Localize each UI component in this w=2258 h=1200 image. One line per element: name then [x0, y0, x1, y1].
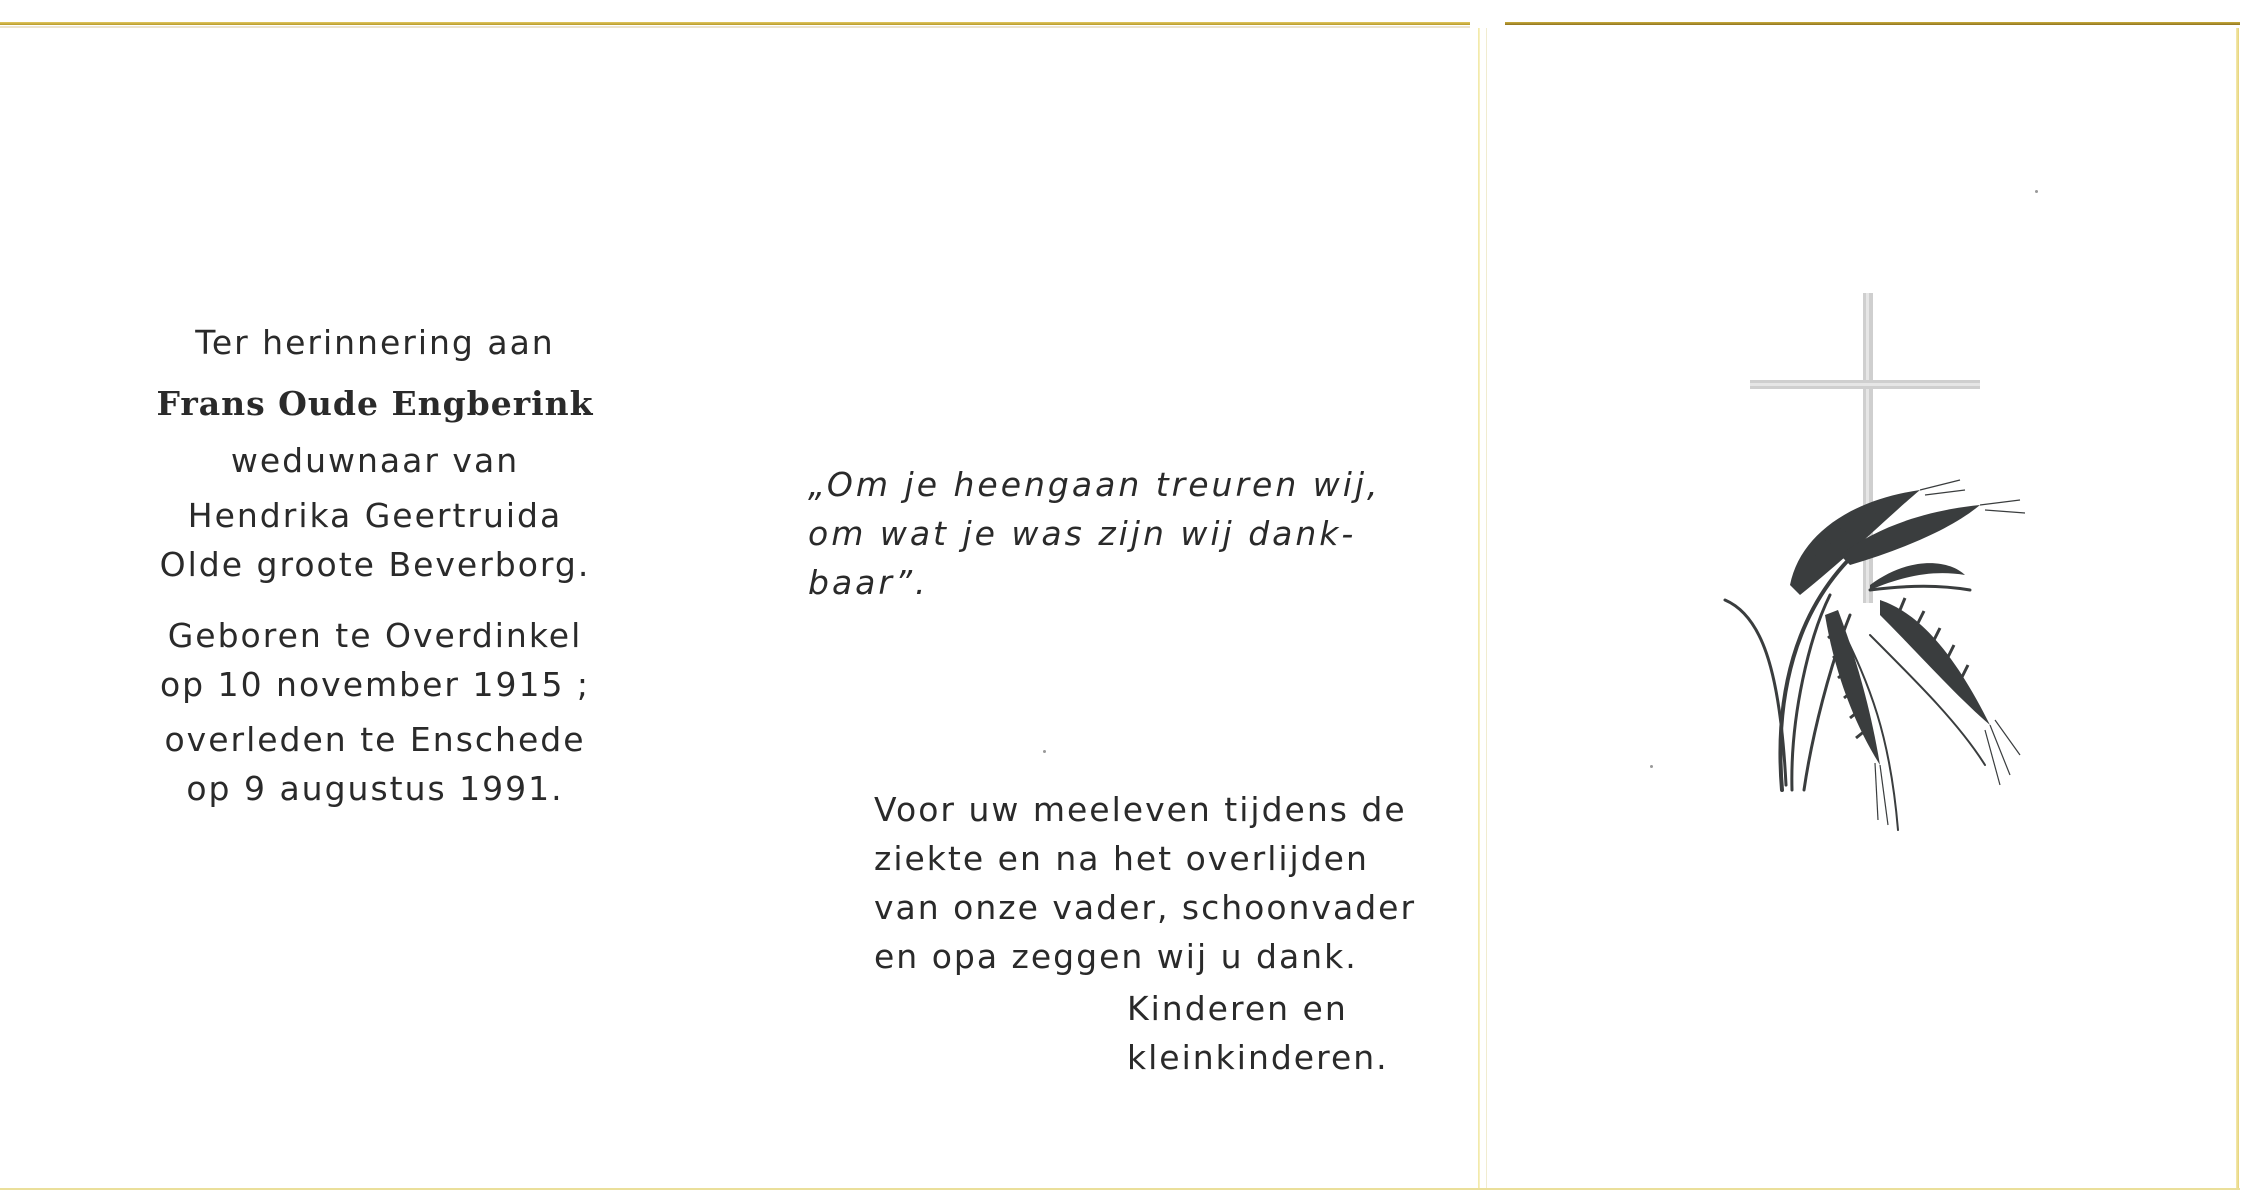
intro-text: Ter herinnering aan [195, 323, 555, 362]
thanks-line: en opa zeggen wij u dank. [874, 937, 1358, 976]
card-fold [1478, 28, 1480, 1188]
death-date: op 9 augustus 1991. [186, 769, 564, 808]
spouse-name-line2: Olde groote Beverborg. [159, 545, 591, 584]
thank-you-text [874, 785, 1434, 981]
signature-line: Kinderen en [1127, 989, 1348, 1028]
paper-speck [1043, 750, 1046, 753]
memorial-details [140, 318, 610, 813]
gilt-edge-top-left [0, 22, 1470, 25]
paper-speck [2035, 190, 2038, 193]
card-fold-shadow [1486, 28, 1487, 1188]
thanks-line: van onze vader, schoonvader [874, 888, 1417, 927]
gilt-edge-top-right [1505, 22, 2240, 25]
birth-date: op 10 november 1915 ; [159, 665, 591, 704]
wheat-ears-icon [1790, 490, 1990, 765]
thanks-line: ziekte en na het overlijden [874, 839, 1369, 878]
quote-line: om wat je was zijn wij dank- [808, 514, 1357, 553]
cross-with-wheat-icon [1720, 285, 2060, 845]
deceased-name: Frans Oude Engberink [156, 384, 594, 423]
quote-line: baar”. [808, 563, 929, 602]
paper-speck [1650, 765, 1653, 768]
gilt-edge-shadow [0, 26, 1470, 28]
gilt-edge-right [2236, 28, 2239, 1188]
death-place: overleden te Enschede [164, 720, 586, 759]
family-signature [1127, 984, 1389, 1082]
quote-line: „Om je heengaan treuren wij, [808, 465, 1381, 504]
signature-line: kleinkinderen. [1127, 1038, 1389, 1077]
thanks-line: Voor uw meeleven tijdens de [874, 790, 1407, 829]
gilt-edge-bottom [0, 1188, 2240, 1190]
spouse-name-line1: Hendrika Geertruida [187, 496, 563, 535]
birth-place: Geboren te Overdinkel [167, 616, 583, 655]
relation-text: weduwnaar van [230, 441, 520, 480]
memorial-quote [808, 460, 1408, 607]
